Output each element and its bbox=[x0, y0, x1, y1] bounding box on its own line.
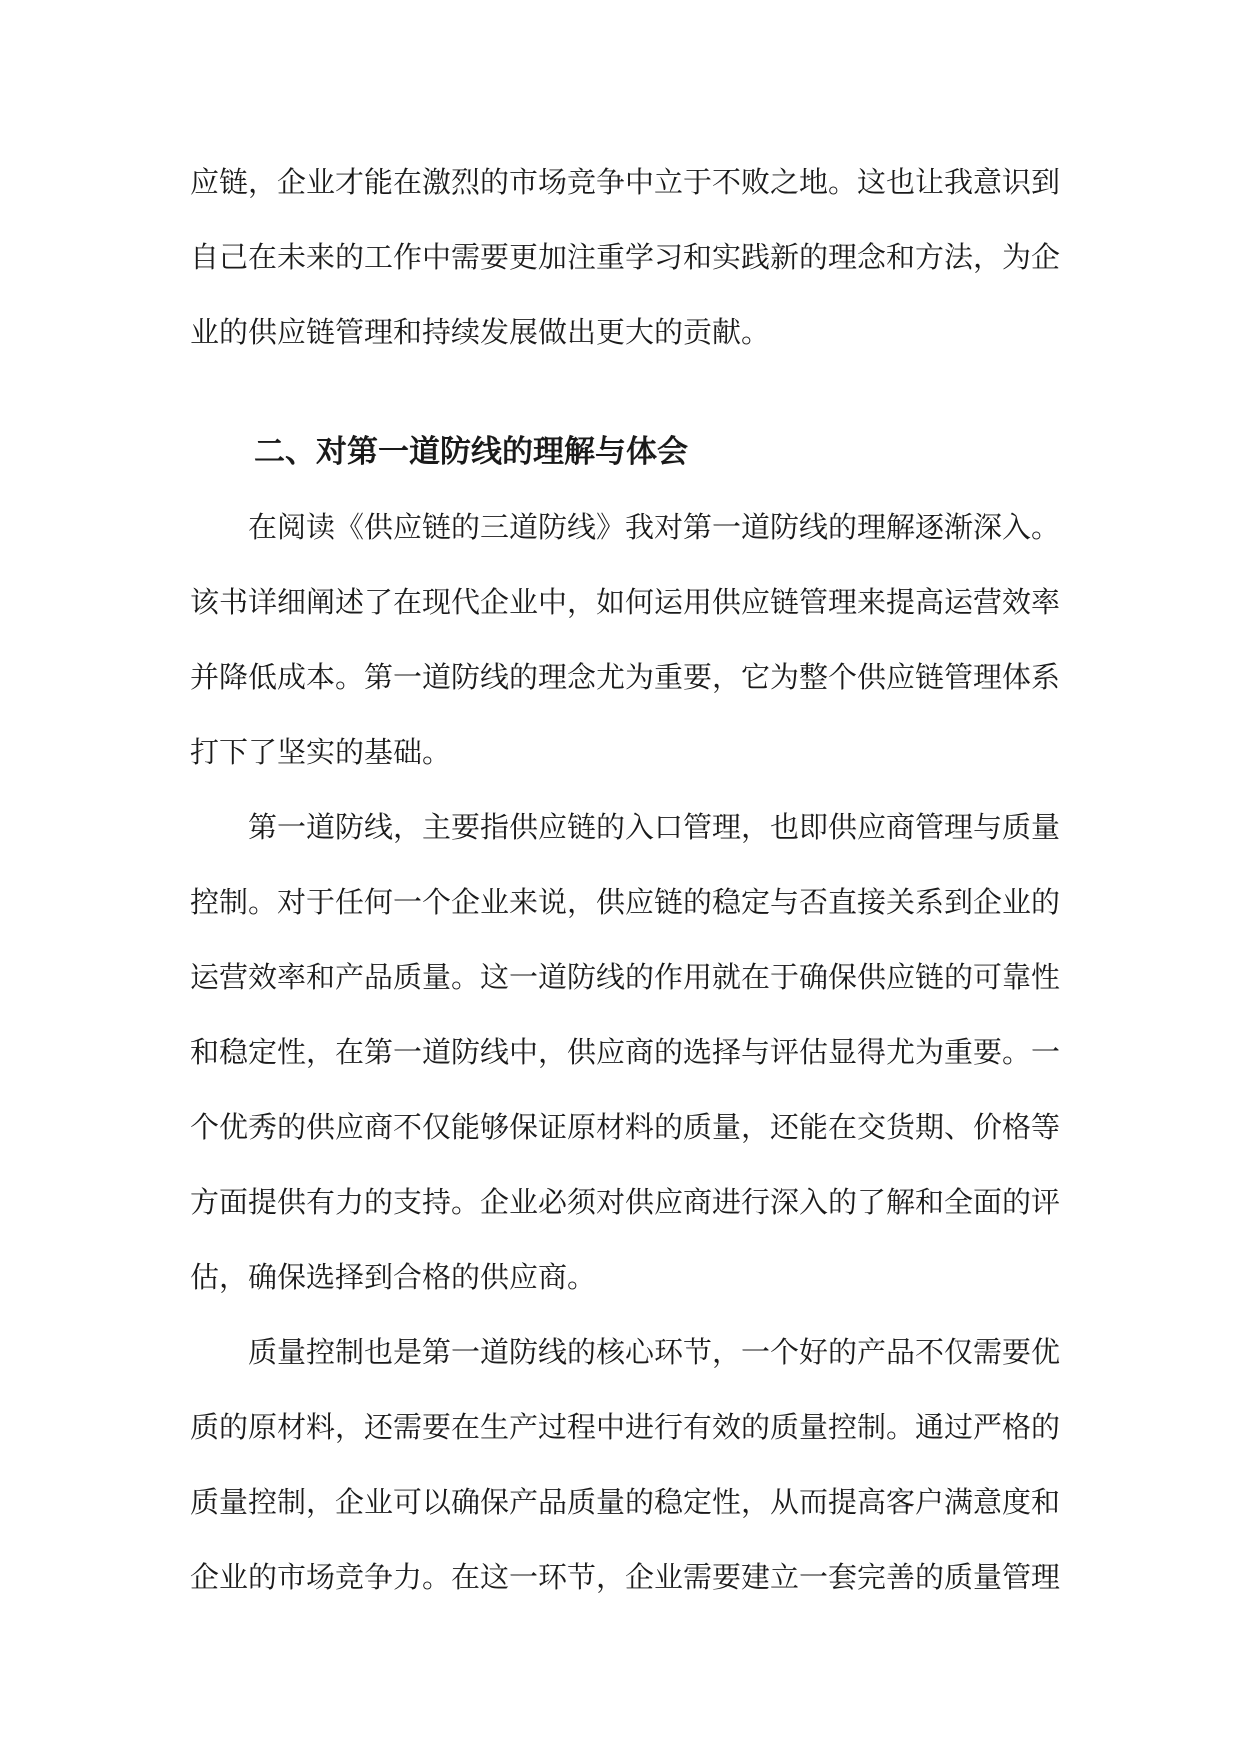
text-line: 业的供应链管理和持续发展做出更大的贡献。 bbox=[190, 315, 771, 349]
text-line: 质量控制，企业可以确保产品质量的稳定性，从而提高客户满意度和 bbox=[190, 1485, 1061, 1519]
text-line: 在阅读《供应链的三道防线》我对第一道防线的理解逐渐深入。 bbox=[248, 510, 1061, 544]
intro-paragraph bbox=[190, 145, 1061, 370]
text-line: 第一道防线，主要指供应链的入口管理，也即供应商管理与质量 bbox=[248, 810, 1061, 844]
text-line: 运营效率和产品质量。这一道防线的作用就在于确保供应链的可靠性 bbox=[190, 960, 1061, 994]
document-page bbox=[190, 145, 1061, 1615]
text-line: 质的原材料，还需要在生产过程中进行有效的质量控制。通过严格的 bbox=[190, 1410, 1061, 1444]
text-line: 应链，企业才能在激烈的市场竞争中立于不败之地。这也让我意识到 bbox=[190, 165, 1061, 199]
text-line: 控制。对于任何一个企业来说，供应链的稳定与否直接关系到企业的 bbox=[190, 885, 1061, 919]
text-line: 该书详细阐述了在现代企业中，如何运用供应链管理来提高运营效率 bbox=[190, 585, 1061, 619]
section-heading: 二、对第一道防线的理解与体会 bbox=[254, 434, 688, 470]
text-line: 方面提供有力的支持。企业必须对供应商进行深入的了解和全面的评 bbox=[190, 1185, 1061, 1219]
paragraph-1 bbox=[190, 490, 1061, 790]
text-line: 并降低成本。第一道防线的理念尤为重要，它为整个供应链管理体系 bbox=[190, 660, 1061, 694]
text-line: 个优秀的供应商不仅能够保证原材料的质量，还能在交货期、价格等 bbox=[190, 1110, 1061, 1144]
text-line: 和稳定性，在第一道防线中，供应商的选择与评估显得尤为重要。一 bbox=[190, 1035, 1061, 1069]
text-line: 自己在未来的工作中需要更加注重学习和实践新的理念和方法，为企 bbox=[190, 240, 1061, 274]
paragraph-2 bbox=[190, 790, 1061, 1315]
text-line: 企业的市场竞争力。在这一环节，企业需要建立一套完善的质量管理 bbox=[190, 1560, 1061, 1594]
text-line: 估，确保选择到合格的供应商。 bbox=[190, 1260, 597, 1294]
paragraph-3 bbox=[190, 1315, 1061, 1615]
text-line: 打下了坚实的基础。 bbox=[190, 735, 452, 769]
text-line: 质量控制也是第一道防线的核心环节，一个好的产品不仅需要优 bbox=[248, 1335, 1061, 1369]
